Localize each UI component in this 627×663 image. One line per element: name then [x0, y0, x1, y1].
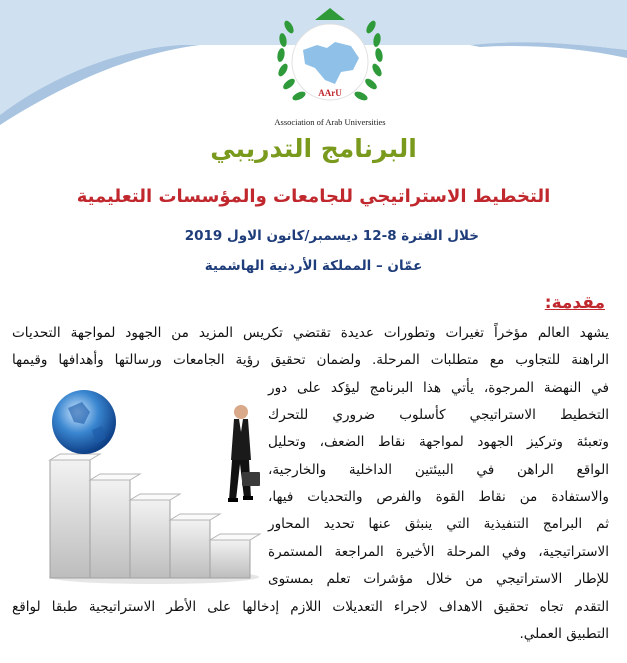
intro-line: يشهد العالم مؤخراً تغيرات وتطورات عديدة تقتضي تكريس المزيد من الجهود لمواجهة التحديات [12, 325, 609, 341]
intro-line: للإطار الاستراتيجي من خلال مؤشرات تعلم بمستوى [268, 571, 609, 587]
intro-line: الواقع الراهن في البيئتين الداخلية والخارجية، [268, 462, 609, 478]
intro-line: التطبيق العملي. [519, 626, 609, 642]
stairs-globe-businessman-illustration [44, 372, 266, 586]
intro-line: الاستراتيجية، وفي المرحلة الأخيرة المراجعة المستمرة [268, 544, 609, 560]
association-logo [255, 0, 405, 122]
intro-line: التقدم تجاه تحقيق الاهداف لاجراء التعديلات اللازم إدخالها على الأطر الاستراتيجية طبقا لواقع [12, 599, 609, 615]
intro-line: الراهنة للتجاوب مع متطلبات المرحلة. ولضمان تحقيق رؤية الجامعات ورسالتها وأهدافها وقيمها [12, 352, 609, 368]
association-name: Association of Arab Universities [274, 117, 386, 127]
intro-line: وتعبئة وتركيز الجهود لمواجهة نقاط الضعف، وتحليل [268, 434, 609, 450]
logo-text: AArU [318, 88, 342, 98]
intro-line: والاستفادة من نقاط القوة والفرص والتحديات فيها، [268, 489, 609, 505]
program-place: عمّان – المملكة الأردنية الهاشمية [204, 258, 423, 274]
businessman-figure [228, 405, 260, 502]
program-title: البرنامج التدريبي [210, 134, 417, 163]
program-subtitle: التخطيط الاستراتيجي للجامعات والمؤسسات التعليمية [76, 186, 551, 207]
intro-heading: مقدمة: [544, 293, 605, 313]
program-period: خلال الفترة 8-12 ديسمبر/كانون الاول 2019 [184, 228, 479, 244]
intro-line: ثم البرامج التنفيذية التي ينبثق عنها تحديد المحاور [268, 516, 609, 532]
intro-line: التخطيط الاستراتيجي كأسلوب ضروري للتحرك [268, 407, 609, 423]
intro-line: في النهضة المرجوة، يأتي هذا البرنامج ليؤكد على دور [268, 380, 609, 396]
